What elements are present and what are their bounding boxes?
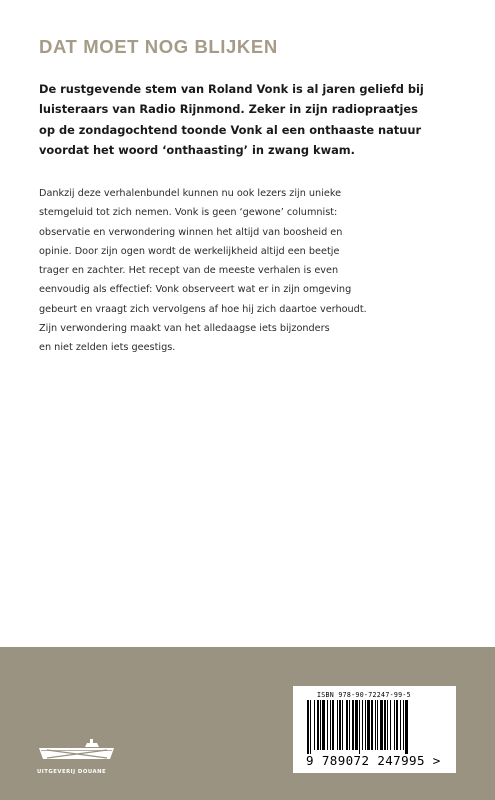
intro-paragraph [39,79,424,160]
publisher-name: UITGEVERIJ DOUANE [37,769,107,775]
intro-line: voordat het woord ‘onthaasting’ in zwang kwam. [39,142,356,157]
body-line: gebeurt en vraagt zich vervolgens af hoe hij zich daartoe verhoudt. [39,303,367,315]
isbn-label: ISBN 978-90-72247-99-5 [317,691,411,699]
intro-line: luisteraars van Radio Rijnmond. Zeker in zijn radiopraatjes [39,102,418,117]
book-title: DAT MOET NOG BLIJKEN [39,36,278,57]
body-line: stemgeluid tot zich nemen. Vonk is geen ‘gewone’ columnist: [39,207,338,219]
intro-line: De rustgevende stem van Roland Vonk is al jaren geliefd bij [39,82,424,96]
footer-band [0,647,495,800]
barcode [293,686,456,773]
publisher-logo [37,732,117,782]
body-line: trager en zachter. Het recept van de meeste verhalen is even [39,265,339,277]
barcode-bars [297,700,452,754]
body-line: Zijn verwondering maakt van het alledaagse iets bijzonders [39,323,330,335]
body-paragraph [39,184,369,358]
body-line: en niet zelden iets geestigs. [39,342,176,354]
intro-line: op de zondagochtend toonde Vonk al een onthaaste natuur [39,122,422,137]
body-line: observatie en verwondering winnen het altijd van boosheid en [39,226,343,238]
body-line: opinie. Door zijn ogen wordt de werkelijkheid altijd een beetje [39,245,340,257]
body-line: Dankzij deze verhalenbundel kunnen nu ook lezers zijn unieke [39,188,342,199]
isbn-digits: 9 789072 247995 > [306,753,441,768]
body-line: eenvoudig als effectief: Vonk observeert wat er in zijn omgeving [39,284,352,296]
boat-icon [37,732,117,768]
